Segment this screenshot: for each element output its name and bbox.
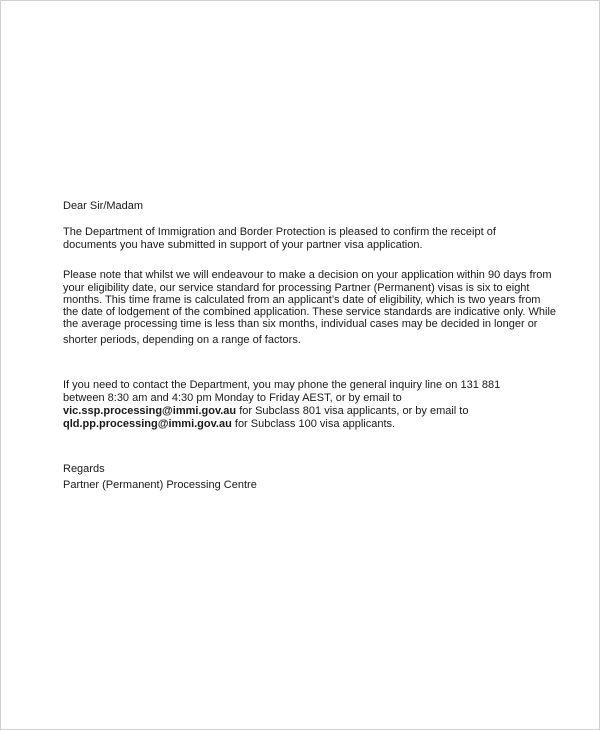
paragraph-line: The Department of Immigration and Border Protection is pleased to confirm the receipt of xyxy=(63,226,496,238)
paragraph-receipt-confirmation xyxy=(63,226,533,252)
paragraph-text: for Subclass 100 visa applicants. xyxy=(231,418,396,430)
signature: Partner (Permanent) Processing Centre xyxy=(63,479,257,491)
paragraph-line: the average processing time is less than six months, individual cases may be decided in longer or xyxy=(63,318,538,330)
paragraph-line: shorter periods, depending on a range of factors. xyxy=(63,334,301,346)
paragraph-processing-times xyxy=(63,269,557,347)
paragraph-line: between 8:30 am and 4:30 pm Monday to Friday AEST, or by email to xyxy=(63,392,402,404)
email-link-vic[interactable]: vic.ssp.processing@immi.gov.au xyxy=(63,405,237,417)
closing-block xyxy=(63,461,533,493)
paragraph-contact xyxy=(63,379,533,431)
paragraph-line xyxy=(63,418,533,431)
paragraph-line: your eligibility date, our service standard for processing Partner (Permanent) visas is six to eight xyxy=(63,282,530,294)
letter-body xyxy=(63,200,557,493)
email-link-qld[interactable]: qld.pp.processing@immi.gov.au xyxy=(63,418,232,430)
paragraph-line: documents you have submitted in support of your partner visa application. xyxy=(63,239,423,251)
paragraph-line: months. This time frame is calculated from an applicant’s date of eligibility, which is two years from xyxy=(63,294,541,306)
paragraph-text: for Subclass 801 visa applicants, or by email to xyxy=(236,405,469,417)
salutation: Dear Sir/Madam xyxy=(63,200,144,212)
paragraph-line: Please note that whilst we will endeavour to make a decision on your application within 90 days from xyxy=(63,269,552,281)
paragraph-line: If you need to contact the Department, you may phone the general inquiry line on 131 881 xyxy=(63,379,501,391)
closing: Regards xyxy=(63,463,105,475)
paragraph-line xyxy=(63,405,533,418)
paragraph-line: the date of lodgement of the combined application. These service standards are indicative only. While xyxy=(63,306,557,318)
